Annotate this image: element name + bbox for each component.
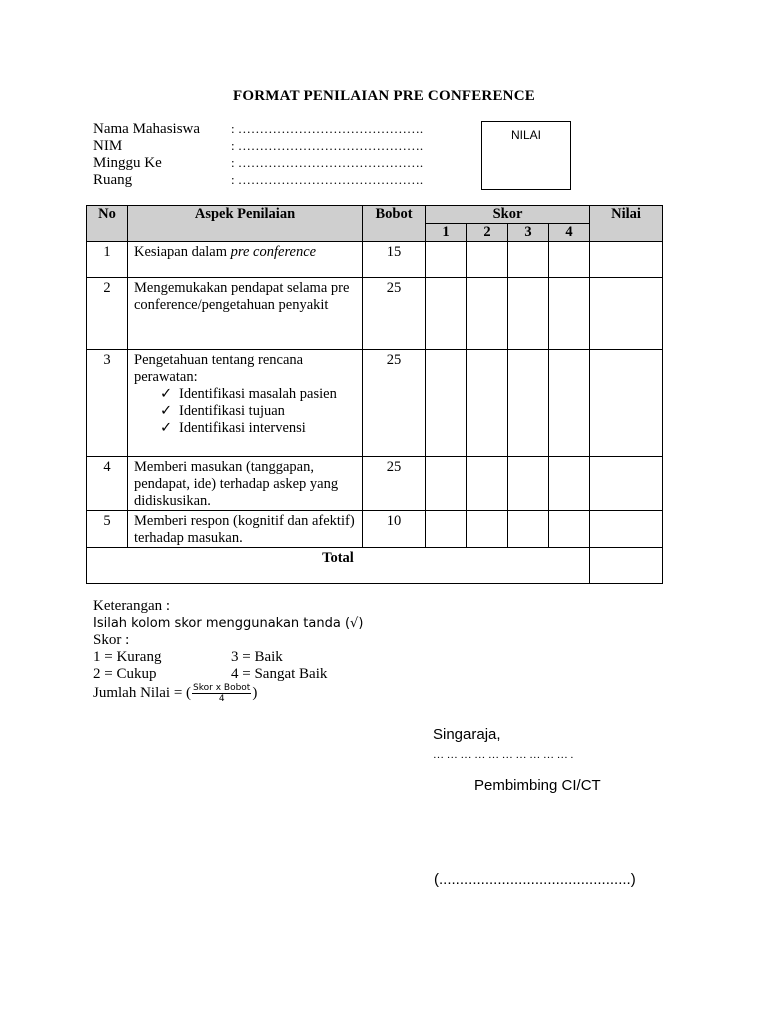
signature-place: Singaraja, <box>433 726 501 743</box>
row-aspek-text: Kesiapan dalam <box>134 244 231 260</box>
skor-cell[interactable] <box>508 242 549 278</box>
skor-cell[interactable] <box>467 350 508 457</box>
scale-item: 1 = Kurang <box>93 649 162 665</box>
header-skor-3: 3 <box>508 224 549 242</box>
skor-cell[interactable] <box>508 511 549 548</box>
row-number: 2 <box>87 278 128 350</box>
skor-cell[interactable] <box>549 242 590 278</box>
skor-cell[interactable] <box>549 457 590 511</box>
table-row <box>87 350 663 457</box>
total-row <box>87 548 663 584</box>
signature-name-line: (..............................................) <box>434 871 636 888</box>
row-number: 4 <box>87 457 128 511</box>
formula-numerator: Skor x Bobot <box>193 683 251 693</box>
row-aspek-italic: pre conference <box>230 244 317 260</box>
checkmark-icon: ✓ <box>160 386 173 402</box>
skor-heading: Skor : <box>93 632 130 648</box>
keterangan-section <box>93 598 363 704</box>
row-number: 1 <box>87 242 128 278</box>
formula-suffix: ) <box>252 684 258 701</box>
row-aspek <box>128 242 363 278</box>
identity-value: : ……………………………………. <box>231 172 424 187</box>
row-bobot: 25 <box>363 278 426 350</box>
nilai-cell[interactable] <box>590 278 663 350</box>
skor-cell[interactable] <box>426 457 467 511</box>
identity-row-ruang <box>93 171 423 189</box>
row-aspek: Memberi respon (kognitif dan afektif) terhadap masukan. <box>128 511 363 548</box>
formula-denominator: 4 <box>218 694 225 704</box>
keterangan-instruction: Isilah kolom skor menggunakan tanda (√) <box>93 616 364 631</box>
checklist-item-label: Identifikasi intervensi <box>179 420 306 436</box>
scale-row <box>93 666 363 683</box>
checklist-item-label: Identifikasi tujuan <box>179 403 285 419</box>
row-bobot: 10 <box>363 511 426 548</box>
checklist <box>134 386 356 437</box>
skor-cell[interactable] <box>467 511 508 548</box>
header-bobot: Bobot <box>363 206 426 242</box>
formula-row <box>93 683 363 704</box>
skor-cell[interactable] <box>549 511 590 548</box>
table-header-row <box>87 206 663 224</box>
header-skor-4: 4 <box>549 224 590 242</box>
skor-cell[interactable] <box>426 511 467 548</box>
page-title: FORMAT PENILAIAN PRE CONFERENCE <box>233 88 535 104</box>
row-number: 5 <box>87 511 128 548</box>
skor-cell[interactable] <box>508 350 549 457</box>
checkmark-icon: ✓ <box>160 403 173 419</box>
header-nilai: Nilai <box>590 206 663 242</box>
nilai-cell[interactable] <box>590 350 663 457</box>
identity-value: : ……………………………………. <box>231 155 424 170</box>
scale-item: 2 = Cukup <box>93 666 157 682</box>
header-skor: Skor <box>426 206 590 224</box>
checklist-item <box>160 403 356 420</box>
total-label: Total <box>87 548 590 584</box>
scale-item: 3 = Baik <box>231 649 283 665</box>
identity-value: : ……………………………………. <box>231 138 424 153</box>
signature-role: Pembimbing CI/CT <box>474 777 601 794</box>
keterangan-heading: Keterangan : <box>93 598 171 614</box>
header-skor-1: 1 <box>426 224 467 242</box>
formula-fraction <box>192 683 251 704</box>
table-row <box>87 511 663 548</box>
checklist-item-label: Identifikasi masalah pasien <box>179 386 337 402</box>
skor-cell[interactable] <box>467 242 508 278</box>
identity-row-nim <box>93 137 423 155</box>
total-nilai-cell[interactable] <box>590 548 663 584</box>
row-aspek <box>128 350 363 457</box>
table-row <box>87 457 663 511</box>
row-number: 3 <box>87 350 128 457</box>
identity-label: NIM <box>93 138 123 154</box>
table-row <box>87 278 663 350</box>
row-bobot: 15 <box>363 242 426 278</box>
checklist-item <box>160 386 356 403</box>
nilai-box <box>481 121 571 190</box>
skor-cell[interactable] <box>549 278 590 350</box>
formula-prefix: Jumlah Nilai = ( <box>93 684 192 701</box>
scale-item: 4 = Sangat Baik <box>231 666 328 682</box>
identity-label: Ruang <box>93 172 133 188</box>
skor-cell[interactable] <box>426 350 467 457</box>
row-bobot: 25 <box>363 350 426 457</box>
skor-cell[interactable] <box>426 278 467 350</box>
nilai-cell[interactable] <box>590 511 663 548</box>
identity-value: : ……………………………………. <box>231 121 424 136</box>
skor-cell[interactable] <box>508 278 549 350</box>
header-aspek: Aspek Penilaian <box>128 206 363 242</box>
header-no: No <box>87 206 128 242</box>
checkmark-icon: ✓ <box>160 420 173 436</box>
scale-row <box>93 649 363 666</box>
table-row <box>87 242 663 278</box>
skor-cell[interactable] <box>508 457 549 511</box>
nilai-box-label: NILAI <box>510 128 541 142</box>
row-bobot: 25 <box>363 457 426 511</box>
header-skor-2: 2 <box>467 224 508 242</box>
skor-cell[interactable] <box>426 242 467 278</box>
assessment-table <box>86 205 663 584</box>
nilai-cell[interactable] <box>590 242 663 278</box>
identity-label: Minggu Ke <box>93 155 162 171</box>
skor-cell[interactable] <box>467 457 508 511</box>
identity-label: Nama Mahasiswa <box>93 121 201 137</box>
checklist-item <box>160 420 356 437</box>
signature-date-line: … … … … … … … … … … . <box>433 749 574 761</box>
identity-row-minggu <box>93 154 423 172</box>
skor-cell[interactable] <box>467 278 508 350</box>
skor-cell[interactable] <box>549 350 590 457</box>
identity-row-nama <box>93 120 423 138</box>
nilai-cell[interactable] <box>590 457 663 511</box>
row-aspek-text: Pengetahuan tentang rencana perawatan: <box>134 352 304 385</box>
row-aspek: Mengemukakan pendapat selama pre conference/pengetahuan penyakit <box>128 278 363 350</box>
row-aspek: Memberi masukan (tanggapan, pendapat, ide) terhadap askep yang didiskusikan. <box>128 457 363 511</box>
